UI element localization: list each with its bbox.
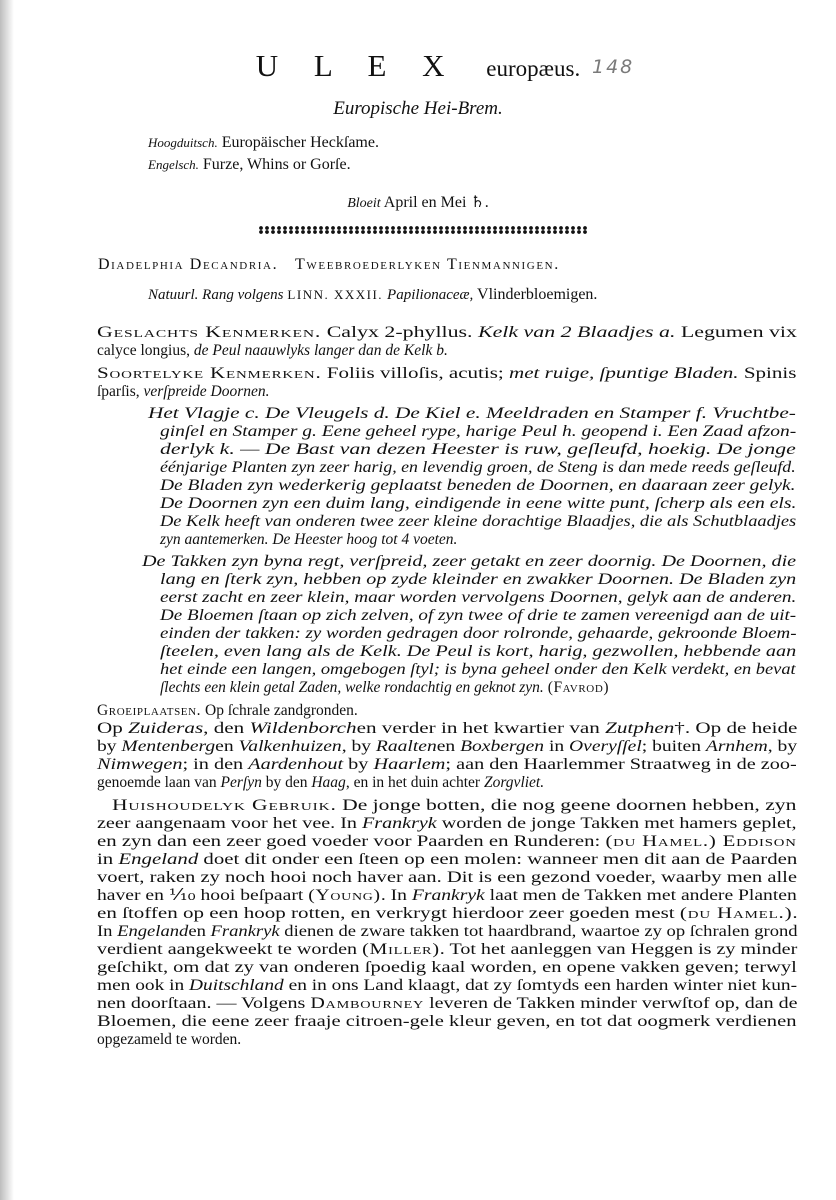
text-segment: Frankryk [411,887,485,904]
family-dutch-name: Vlinderbloemigen. [477,286,598,303]
species-name: europæus. [486,56,581,81]
text-segment: doet dit onder een ſteen op een molen: wanneer men dit aan de Paarden [198,851,798,868]
text-segment: in [544,738,570,755]
english-label: Engelsch. [148,157,199,172]
text-line [160,494,796,514]
text-segment: Overyſſel [569,738,642,755]
genus-title [0,48,836,84]
text-segment: zeer aangenaam voor het vee. In [97,815,362,832]
text-segment: In [97,923,118,940]
text-segment: en [215,738,239,755]
flowering-label: Bloeit [347,196,381,211]
text-segment: Engeland [118,851,199,868]
text-segment: , en in het duin achter [345,774,484,791]
text-segment: Perſyn [220,774,262,791]
text-line [97,940,797,960]
german-name: Europäischer Heckſame. [221,134,379,151]
german-name-line [148,134,379,152]
text-line [160,570,796,590]
text-segment: Groeiplaatsen. [97,702,202,719]
text-segment: zyn aantemerken. De Heester hoog tot 4 voeten. [160,531,458,548]
natural-order-label: Natuurl. Rang volgens [148,287,284,303]
text-segment: in [97,851,119,868]
text-line [160,678,609,698]
text-line [160,458,796,478]
text-line [160,624,797,644]
text-segment: ſteelen, even lang als de Kelk. De Peul is kort, harig, gezwollen, hebbende aan [160,643,797,660]
text-segment: derlyk k. — De Bast van dezen Heester is ruw, geſleufd, hoekig. De jonge [160,441,796,458]
text-segment: dienen de zware takken tot haardbrand, waartoe zy op ſchralen grond [279,923,798,940]
text-line [160,642,796,662]
text-segment: en in ons Land klaagt, dat zy ſomtyds een harden winter niet kun- [283,977,798,994]
text-segment: Frankryk [361,815,437,832]
text-segment: ſparſis, [97,383,144,400]
text-segment: Valkenhuizen [238,738,342,755]
text-segment: en [188,923,211,940]
text-line [160,530,457,550]
text-segment: Aardenhout [248,756,344,773]
text-segment: Boxbergen [460,738,545,755]
text-segment: Bloemen, die eene zeer fraaje citroen-gele kleur geven, en tot dat oogmerk verdienen [97,1013,797,1030]
text-line [97,755,797,775]
english-name-line [148,156,351,174]
linnaeus-reference: LINN. XXXII. [287,287,384,302]
page-edge-shadow [0,0,14,1200]
text-segment: éénjarige Planten zyn zeer harig, en levendig groen, de Steng is dan mede reeds geſleufd. [160,459,796,476]
text-segment: calyce longius, [97,342,194,359]
text-line [97,850,797,870]
text-segment: Engeland [117,923,189,940]
text-segment: De Doornen zyn een duim lang, eindigende in eene witte punt, ſcherp als een els. [160,495,797,512]
text-segment: en zyn dan een zeer goed voeder voor Paarden en Runderen: [97,833,606,850]
text-segment: . [792,905,798,922]
linnaean-class: Diadelphia Decandria. [98,256,279,273]
text-segment: (Miller) [362,941,440,958]
text-line [97,814,797,834]
text-segment: , by [341,738,376,755]
text-segment: by [97,738,122,755]
flowering-value: April en Mei ♄. [383,194,489,211]
text-segment: Geslachts Kenmerken. [97,324,322,341]
text-segment: Spinis [738,365,797,382]
text-segment: Kelk van 2 Blaadjes a. [478,324,676,341]
text-segment: Nimwegen [97,756,183,773]
text-segment: Huishoudelyk Gebruik. [112,797,337,814]
text-segment: Het Vlagje c. De Vleugels d. De Kiel e. Meeldraden en Stamper f. Vruchtbe- [148,405,796,422]
text-line [97,958,797,978]
text-segment: voert, raken zy noch hooi noch haver aan. Dit is een gezond voeder, waarby men alle [97,869,798,886]
text-segment: (Favrod) [547,679,610,696]
text-line [97,1012,796,1032]
natural-order-line [148,286,597,304]
text-line [160,588,796,608]
text-line [160,606,796,626]
text-segment: †. Op de heide [674,720,798,737]
text-line [97,341,448,361]
classification-line [98,256,560,274]
text-line [160,512,796,532]
text-segment: ; aan den Haarlemmer Straatweg in de zoo- [445,756,797,773]
text-segment: en ſtoffen op een hoop rotten, en verkrygt hierdoor zeer goeden mest [97,905,680,922]
text-line [97,719,797,739]
dutch-common-name: Europische Hei-Brem. [333,98,503,119]
text-segment: verdient aangekweekt te worden [97,941,363,958]
text-line [97,323,797,343]
text-segment: verſpreide Doornen. [143,383,270,400]
text-line [97,868,797,888]
text-segment: worden de jonge Takken met hamers geplet, [436,815,797,832]
text-segment: laat men de Takken met andere Planten [484,887,797,904]
text-segment: De Bloemen ſtaan op zich zelven, of zyn twee of drie te zamen vereenigd aan de uit- [160,607,797,624]
text-line [97,886,797,906]
text-segment: Mentenberg [121,738,216,755]
text-line [148,404,796,424]
text-segment: met ruige, ſpuntige Bladen. [509,365,739,382]
text-line [160,422,796,442]
text-segment: lang en ſterk zyn, hebben op zyde kleinder en zwakker Doornen. De Bladen zyn [160,571,797,588]
text-segment: Foliis villoſis, acutis; [321,365,510,382]
handwritten-page-number: 148 [592,56,635,78]
text-segment: Duitschland [189,977,284,994]
text-line [97,701,358,721]
text-segment: , by [767,738,798,755]
flowering-line [0,192,836,212]
text-segment: Op ſchrale zandgronden. [201,702,358,719]
text-line [97,364,796,384]
text-line [142,552,796,572]
text-line [160,440,796,460]
text-segment: Zutphen [605,720,675,737]
text-segment: (Young) [308,887,381,904]
english-name: Furze, Whins or Gorſe. [202,156,351,173]
genus-name: U L E X [255,48,459,83]
text-segment: Soortelyke Kenmerken. [97,365,322,382]
text-line [97,904,798,924]
dutch-class: Tweebroederlyken Tienmannigen. [295,256,560,273]
text-line [97,976,797,996]
text-segment: nen doorſtaan. — Volgens [97,995,311,1012]
german-label: Hoogduitsch. [148,135,218,150]
text-segment: leveren de Takken minder verwſtof op, dan de [424,995,798,1012]
text-segment: (du Hamel.) [679,905,793,922]
text-segment: einden der takken: zy worden gedragen door rolronde, gehaarde, gekroonde Bloem- [160,625,797,642]
text-segment: eerst zacht en zeer klein, maar worden vervolgens Doornen, gelyk aan de anderen. [160,589,797,606]
text-segment: Zorgvliet. [483,774,545,791]
text-segment: ; buiten [641,738,706,755]
ornament-divider [258,226,588,234]
text-segment: ginſel en Stamper g. Eene geheel rype, harige Peul h. geopend i. Een Zaad afzon- [160,423,797,440]
text-segment: en [436,738,461,755]
text-line [97,922,798,942]
text-line [97,382,269,402]
text-segment: genoemde laan van [97,774,221,791]
text-segment: Haag [311,774,346,791]
text-segment: Legumen vix [675,324,797,341]
text-segment: Zuideras [128,720,204,737]
text-segment: geſchikt, om dat zy van onderen ſpoedig kaal worden, en opene vakken geven; terwyl [97,959,797,976]
text-segment: men ook in [97,977,190,994]
text-segment: Op [97,720,129,737]
text-segment: Calyx 2-phyllus. [321,324,479,341]
family-name: Papilionaceæ, [387,287,474,303]
text-line [97,737,797,757]
text-line [160,660,796,680]
text-segment: opgezameld te worden. [97,1031,242,1048]
text-segment: ; in den [182,756,249,773]
text-line [97,1030,241,1050]
text-segment: de Peul naauwlyks langer dan de Kelk b. [193,342,448,359]
text-segment: Wildenborch [249,720,357,737]
text-segment: De Bladen zyn wederkerig geplaatst beneden de Doornen, en daaraan zeer gelyk. [160,477,796,494]
text-line [160,476,796,496]
text-line [97,773,544,793]
text-segment: , den [203,720,250,737]
text-segment: Arnhem [705,738,768,755]
text-segment: by [343,756,374,773]
text-segment: by den [261,774,312,791]
text-segment: De Takken zyn byna regt, verſpreid, zeer getakt en zeer doornig. De Doornen, die [142,553,797,570]
text-line [97,994,798,1014]
text-segment: Frankryk [210,923,280,940]
text-segment: en verder in het kwartier van [356,720,606,737]
text-segment: De Kelk heeft van onderen twee zeer kleine dorachtige Blaadjes, die als Schutblaadjes [160,513,797,530]
text-segment: Haarlem [373,756,446,773]
text-segment: . In [380,887,412,904]
text-segment: Dambourney [310,995,425,1012]
text-line [97,832,797,852]
text-segment: Raalten [375,738,437,755]
text-line [112,796,796,816]
text-segment: ſlechts een klein getal Zaden, welke rondachtig en geknot zyn. [160,679,548,696]
text-segment: haver en ⅒ hooi beſpaart [97,887,309,904]
text-segment: . Tot het aanleggen van Heggen is zy minder [439,941,798,958]
text-segment: het einde een langen, omgebogen ſtyl; is byna geheel onder den Kelk verdekt, en bevat [160,661,796,678]
text-segment: (du Hamel.) Eddison [605,833,797,850]
text-segment: De jonge botten, die nog geene doornen hebben, zyn [336,797,797,814]
